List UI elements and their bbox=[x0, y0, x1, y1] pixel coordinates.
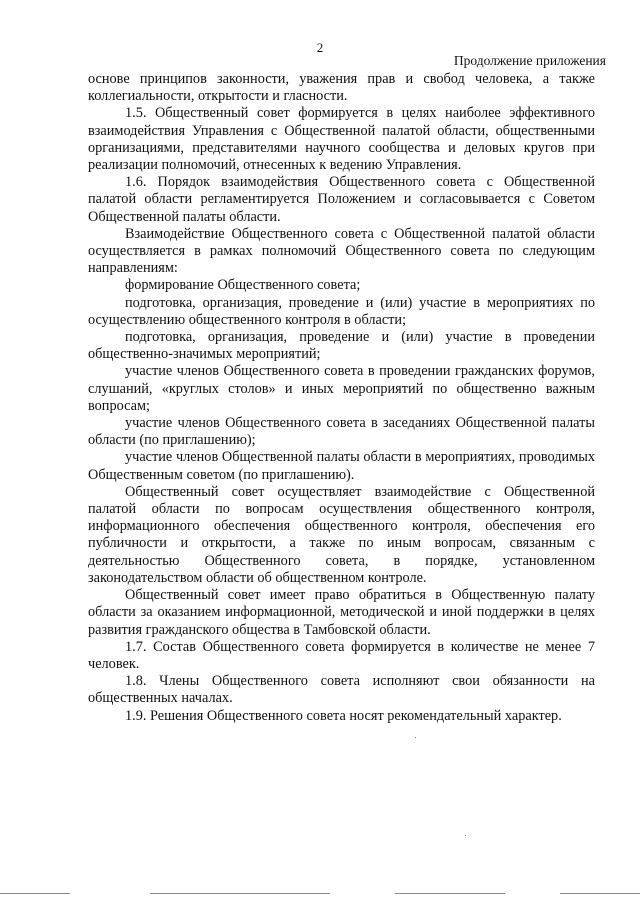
paragraph-1-7: 1.7. Состав Общественного совета формируется в количестве не менее 7 человек. bbox=[88, 638, 595, 672]
list-item-formation: формирование Общественного совета; bbox=[125, 277, 361, 294]
list-item-civil-forums: участие членов Общественного совета в проведении гражданских форумов, слушаний, «круглых столов» и иных мероприятий по общественно важным вопросам; bbox=[88, 363, 595, 414]
page-number: 2 bbox=[316, 40, 324, 55]
scan-edge-line bbox=[560, 893, 640, 894]
paragraph-1-8: 1.8. Члены Общественного совета исполняют свои обязанности на общественных началах. bbox=[88, 673, 595, 707]
paragraph-1-5: 1.5. Общественный совет формируется в целях наиболее эффективного взаимодействия Управления с Общественной палатой области, общественными организациями, представителями научного сообщества и деловых кругов при реализации полномочий, отнесенных к ведению Управления. bbox=[88, 105, 595, 174]
scan-edge-line bbox=[395, 893, 505, 894]
paragraph-cooperation: Общественный совет осуществляет взаимодействие с Общественной палатой области по вопросам осуществления общественного контроля, информационного обеспечения общественного контроля, обеспечения его публичности и открытости, а также по иным вопросам, связанным с деятельностью Общественного совета, в порядке, установленном законодательством области об общественном контроле. bbox=[88, 483, 595, 586]
document-body bbox=[88, 71, 595, 725]
paragraph-1-9: 1.9. Решения Общественного совета носят рекомендательный характер. bbox=[125, 707, 562, 724]
paragraph-continued: основе принципов законности, уважения прав и свобод человека, а также коллегиальности, открытости и гласности. bbox=[88, 71, 595, 105]
list-item-public-control: подготовка, организация, проведение и (или) участие в мероприятиях по осуществлению общественного контроля в области; bbox=[88, 294, 595, 328]
paragraph-right-to-appeal: Общественный совет имеет право обратиться в Общественную палату области за оказанием информационной, методической и иной поддержки в целях развития гражданского общества в Тамбовской области. bbox=[88, 587, 595, 638]
paragraph-1-6: 1.6. Порядок взаимодействия Общественного совета с Общественной палатой области регламентируется Положением и согласовывается с Советом Общественной палаты области. bbox=[88, 174, 595, 225]
scan-edge-line bbox=[0, 893, 70, 894]
paragraph-interaction: Взаимодействие Общественного совета с Общественной палатой области осуществляется в рамках полномочий Общественного совета по следующим направлениям: bbox=[88, 225, 595, 277]
list-item-council-events: участие членов Общественной палаты области в мероприятиях, проводимых Общественным советом (по приглашению). bbox=[88, 449, 595, 483]
scan-edge-line bbox=[150, 893, 330, 894]
continuation-label: Продолжение приложения bbox=[453, 53, 606, 68]
scan-speck bbox=[415, 737, 416, 738]
scan-speck bbox=[465, 835, 466, 836]
list-item-chamber-meetings: участие членов Общественного совета в заседаниях Общественной палаты области (по приглашению); bbox=[88, 415, 595, 449]
list-item-significant-events: подготовка, организация, проведение и (или) участие в проведении общественно-значимых мероприятий; bbox=[88, 329, 595, 363]
